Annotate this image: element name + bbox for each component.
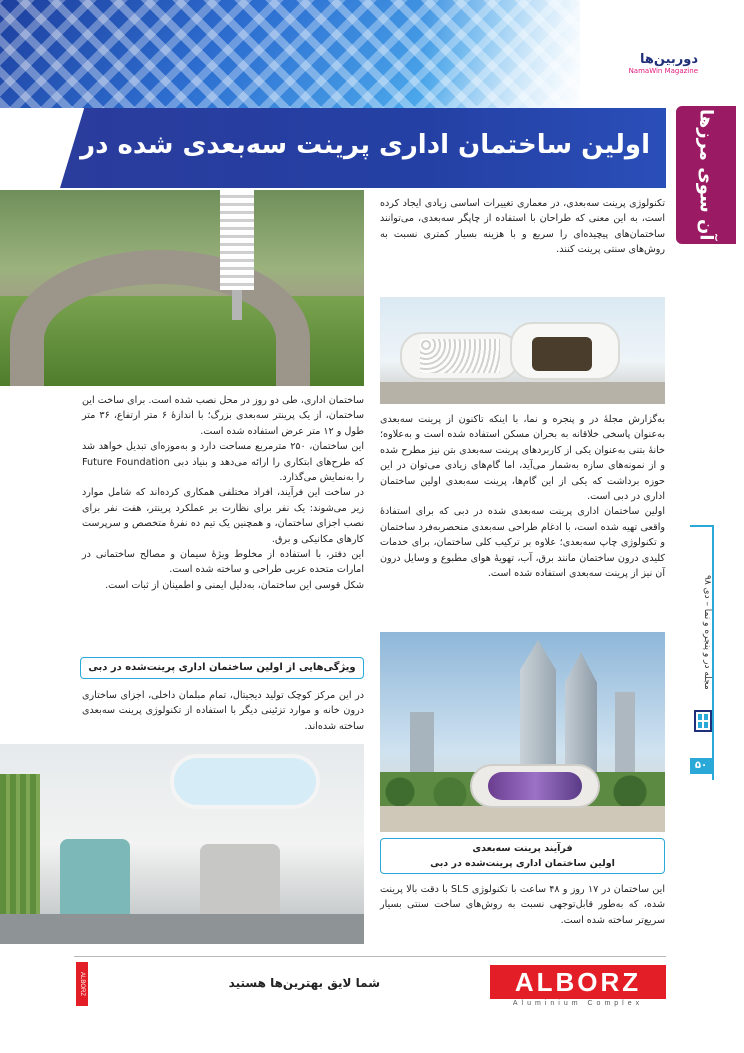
features-text-block bbox=[82, 688, 364, 734]
foundation-name: Future Foundation bbox=[82, 456, 170, 468]
sidebar-line-cap bbox=[690, 525, 714, 527]
paragraph: در ساخت این فرآیند، افراد مختلفی همکاری کرده‌اند که شامل موارد زیر می‌شوند: یک نفر برای نظارت بر عملکرد پرینتر، هفت نفر برای نصب اجزای ساختمان، و همچنین یک تیم ده نفرهٔ متخصص و سرپرست کارهای مکانیکی و برق. bbox=[82, 487, 364, 545]
page-number: ۵۰ bbox=[690, 758, 712, 774]
header-pattern-fade bbox=[420, 0, 600, 108]
footer-slogan: شما لایق بهترین‌ها هستید bbox=[228, 976, 380, 990]
magazine-logo bbox=[580, 52, 698, 78]
footer-small-logo: ALBORZ bbox=[76, 962, 88, 1006]
interior-photo-booth bbox=[200, 844, 280, 914]
footer-divider bbox=[74, 956, 666, 957]
alborz-logo-sub: Aluminium Complex bbox=[512, 1000, 644, 1007]
features-heading: ویژگی‌هایی از اولین ساختمان اداری پرینت‌شده در دبی bbox=[80, 657, 364, 679]
dubai-skyline-photo bbox=[380, 632, 665, 832]
printer-photo-column bbox=[220, 190, 254, 290]
photo-caption-line: فرآیند پرینت سه‌بعدی bbox=[472, 843, 573, 854]
printer-photo-nozzle bbox=[232, 290, 242, 320]
photo-caption-line: اولین ساختمان اداری پرینت‌شده در دبی bbox=[430, 858, 615, 869]
office-photo-ground bbox=[380, 382, 665, 404]
bottom-paragraph bbox=[380, 882, 665, 928]
intro-text: تکنولوژی پرینت سه‌بعدی، در معماری تغییرات اساسی زیادی ایجاد کرده است، به این معنی که طراحان با استفاده از چاپگر سه‌بعدی، می‌توانند ساختمان‌های پیچیده‌ای را سریع و با هزینه بسیار کمتری نسبت به روش‌های سنتی پرینت کنند. bbox=[380, 198, 665, 256]
interior-photo-floor bbox=[0, 914, 364, 944]
features-text: در این مرکز کوچک تولید دیجیتال، تمام مبلمان داخلی، اجزای ساختاری درون خانه و موارد تزئینی دیگر با استفاده از تکنولوژی پرینت سه‌بعدی ساخته شده‌اند. bbox=[82, 690, 364, 732]
interior-photo-green-wall bbox=[0, 774, 40, 924]
section-tab bbox=[676, 106, 736, 244]
article-title: اولین ساختمان اداری پرینت سه‌بعدی شده در دبی bbox=[21, 130, 650, 160]
paragraph-foundation bbox=[82, 439, 364, 485]
intro-paragraph bbox=[380, 196, 665, 258]
paragraph: به‌گزارش مجلهٔ در و پنجره و نما، با اینکه تاکنون از پرینت سه‌بعدی به‌عنوان پاسخی خلاقانه به بحران مسکن استفاده شده است و به‌علاوه؛ خانهٔ بتنی به‌عنوان یکی از کاربردهای پرینت سه‌بعدی بتن نیز مطرح شده و از نمونه‌های سازه به‌شمار می‌آید، اما گام‌های زیادی می‌توان در این حوزه برداشت که یکی از این گام‌ها، پرینت سه‌بعدی اولین ساختمان اداری در دبی است. bbox=[380, 414, 665, 503]
printer-photo bbox=[0, 190, 364, 386]
paragraph-part: این ساختمان، ۲۵۰ مترمربع مساحت دارد و به‌موزه‌ای تبدیل خواهد شد که طرح‌های ابتکاری را ارائه می‌دهد و بنیاد دبی bbox=[82, 441, 364, 468]
paragraph: ساختمان اداری، طی دو روز در محل نصب شده است. برای ساخت این ساختمان، از یک پرینتر سه‌بعدی بزرگ؛ با اندازهٔ ۶ متر ارتفاع، ۳۶ متر طول و ۱۲ متر عرض استفاده شده است. bbox=[82, 395, 364, 437]
paragraph-part: را به‌نمایش می‌گذارد. bbox=[279, 472, 364, 484]
right-column-text bbox=[380, 412, 665, 581]
photo-caption bbox=[380, 838, 665, 874]
sidebar-line bbox=[712, 525, 714, 780]
office-photo-lattice bbox=[420, 339, 500, 373]
sidebar-caption: مجله در و پنجره و نما – دی ۹۸ bbox=[702, 575, 712, 690]
section-tab-label: آن سوی مرزها bbox=[695, 109, 717, 241]
magazine-logo-main: دوربین‌ها bbox=[639, 52, 698, 67]
left-column-text bbox=[82, 393, 364, 593]
alborz-logo: ALBORZ bbox=[490, 965, 666, 999]
paragraph: این دفتر، با استفاده از مخلوط ویژهٔ سیمان و مصالح ساختمانی در امارات متحده عربی طراحی و ساخته شده است. bbox=[82, 549, 364, 576]
printer-photo-wall bbox=[10, 250, 310, 386]
interior-photo bbox=[0, 744, 364, 944]
paragraph-part: این ساختمان در ۱۷ روز و ۴۸ ساعت با تکنولوژی bbox=[471, 884, 665, 895]
paragraph: شکل قوسی این ساختمان، به‌دلیل ایمنی و اطمینان از ثبات است. bbox=[105, 579, 364, 591]
paragraph: اولین ساختمان اداری پرینت سه‌بعدی شده در دبی که برای استفادهٔ واقعی تهیه شده است، با ادغام طراحی سه‌بعدی منحصربه‌فرد ساختمان و تکنولوژی چاپ سه‌بعدی؛ علاوه بر ترکیب کلی ساختمان، برای خدمات کلیدی درون ساختمان مانند برق، آب، تهویهٔ هوای مطبوع و وسایل درون آن نیز از پرینت سه‌بعدی استفاده شده است. bbox=[380, 506, 665, 580]
office-building-photo bbox=[380, 297, 665, 404]
paragraph bbox=[380, 882, 665, 928]
magazine-logo-sub: NamaWin Magazine bbox=[628, 67, 698, 75]
paragraph-part: با دقت بالا پرینت شده، که به‌طور قابل‌توجهی نسبت به روش‌های ساخت سنتی بسیار سریع‌تر ساخته شده است. bbox=[380, 884, 665, 926]
interior-photo-booth bbox=[60, 839, 130, 919]
dubai-photo-ground bbox=[380, 806, 665, 832]
window-icon bbox=[694, 710, 712, 732]
interior-photo-ceiling-light bbox=[170, 754, 320, 809]
sls-term: SLS bbox=[451, 884, 469, 895]
dubai-photo-pod-window bbox=[488, 772, 582, 800]
office-photo-window bbox=[532, 337, 592, 371]
